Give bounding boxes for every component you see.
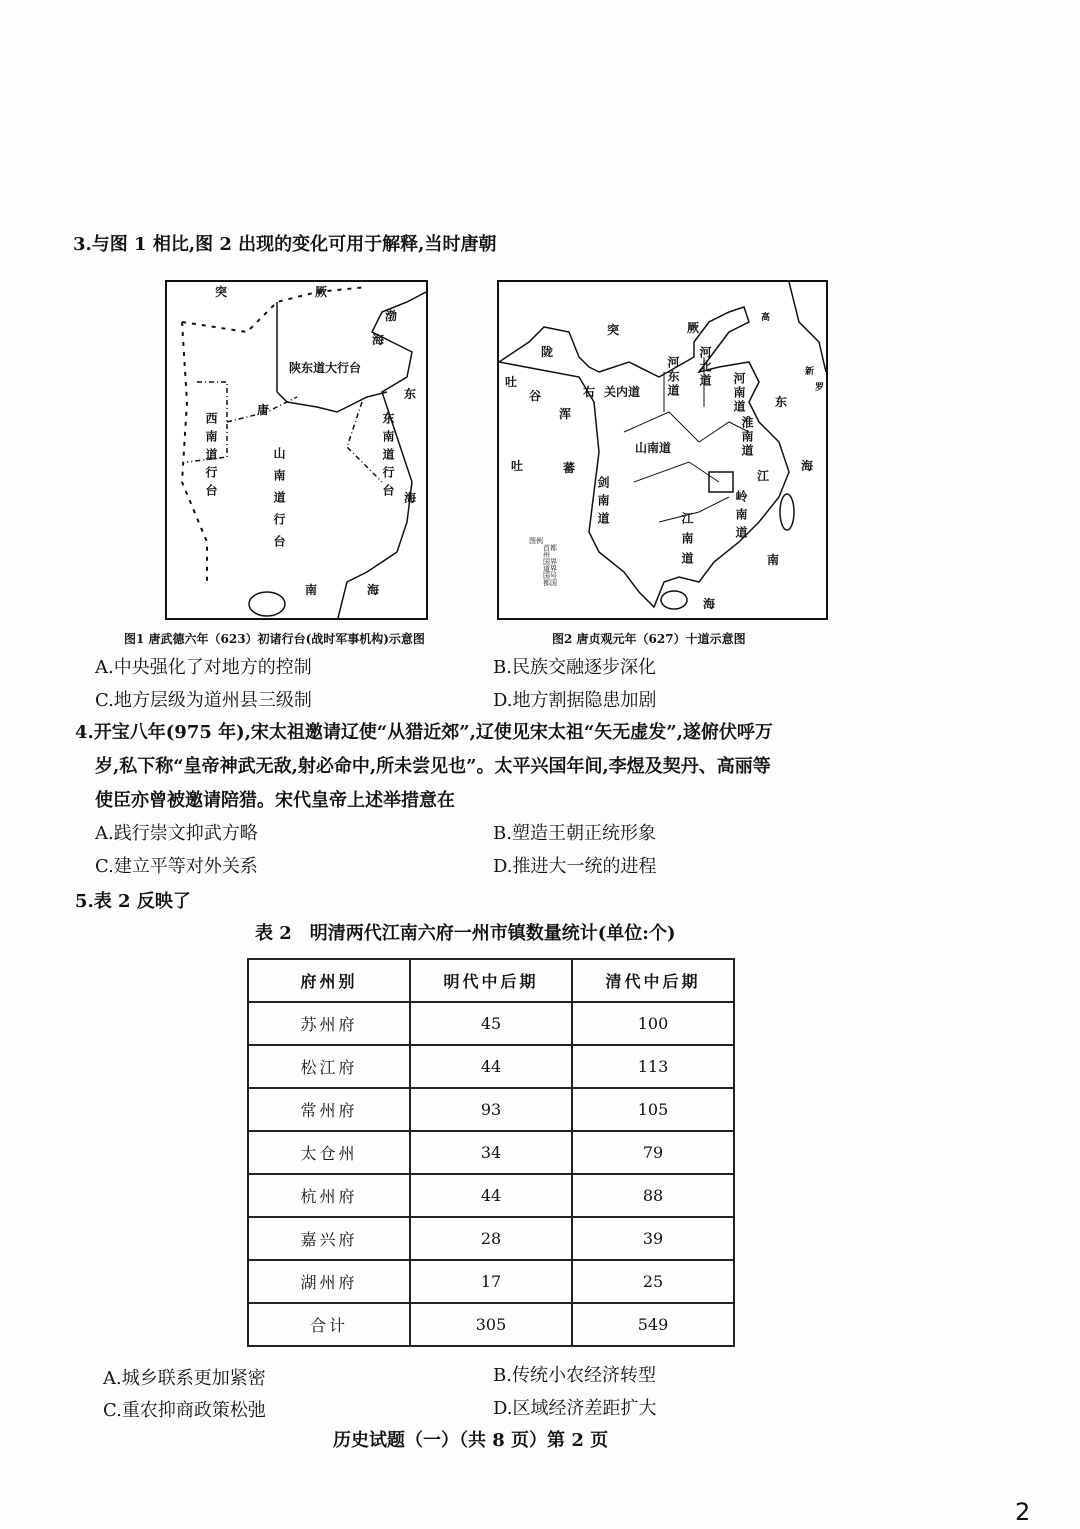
- question-4-line-3: 使臣亦曾被邀请陪猎。宋代皇帝上述举措意在: [95, 790, 455, 811]
- map-label: 高: [761, 313, 771, 323]
- map-label: 罗: [815, 383, 825, 393]
- cell: 28: [410, 1217, 572, 1260]
- page-footer: 历史试题（一）（共 8 页）第 2 页: [333, 1430, 609, 1451]
- map-label: 河北道: [698, 346, 712, 388]
- cell: 杭州府: [248, 1174, 410, 1217]
- map-label: 陇: [541, 345, 554, 359]
- map-label: 海: [367, 583, 380, 597]
- map-figure-2: [497, 280, 828, 620]
- table-row: [248, 1174, 734, 1217]
- map-label: 突: [607, 323, 620, 337]
- cell: 113: [572, 1045, 734, 1088]
- table-row: [248, 1002, 734, 1045]
- cell: 79: [572, 1131, 734, 1174]
- legend-item: 首都: [543, 544, 557, 552]
- map-label: 河东道: [666, 356, 680, 398]
- table-total-row: [248, 1303, 734, 1346]
- cell: 苏州府: [248, 1002, 410, 1045]
- map-label: 厥: [687, 321, 700, 335]
- map-label: 突: [215, 285, 228, 299]
- map-label: 淮南道: [740, 416, 754, 458]
- cell: 88: [572, 1174, 734, 1217]
- legend-item: 道界: [543, 565, 557, 573]
- map-2-caption: 图2 唐贞观元年（627）十道示意图: [552, 632, 746, 646]
- map-figure-1: [165, 280, 428, 620]
- q3-option-d[interactable]: D.地方割据隐患加剧: [493, 690, 657, 711]
- map-label: 厥: [315, 285, 328, 299]
- cell: 549: [572, 1303, 734, 1346]
- map-label: 新: [805, 367, 815, 377]
- map-1-caption: 图1 唐武德六年（623）初诸行台(战时军事机构)示意图: [124, 632, 425, 646]
- cell: 39: [572, 1217, 734, 1260]
- q5-option-b[interactable]: B.传统小农经济转型: [493, 1365, 656, 1386]
- cell: 常州府: [248, 1088, 410, 1131]
- q4-option-b[interactable]: B.塑造王朝正统形象: [493, 823, 656, 844]
- map-label: 渤: [385, 309, 398, 323]
- map-label: 河南道: [732, 372, 746, 414]
- map-label: 岭南道: [734, 490, 748, 544]
- map-label: 唐: [257, 403, 270, 417]
- map-label: 南: [305, 583, 318, 597]
- legend-title: 图例: [529, 537, 543, 545]
- map-label: 西南道行台: [204, 412, 218, 502]
- cell: 湖州府: [248, 1260, 410, 1303]
- header-cell: 府州别: [248, 959, 410, 1002]
- map-label: 吐: [505, 375, 518, 389]
- map-label: 海: [703, 597, 716, 611]
- map-label: 剑南道: [596, 476, 610, 530]
- map-label: 东: [404, 387, 417, 401]
- question-4-line-1: 4.开宝八年(975 年),宋太祖邀请辽使“从猎近郊”,辽使见宋太祖“矢无虚发”,遂俯伏呼万: [75, 722, 773, 743]
- map-label: 江: [757, 469, 770, 483]
- map-label: 谷: [529, 389, 542, 403]
- table-row: [248, 1088, 734, 1131]
- q3-option-b[interactable]: B.民族交融逐步深化: [493, 657, 656, 678]
- map-label: 东: [775, 395, 788, 409]
- map-legend: [529, 538, 557, 587]
- cell: 44: [410, 1045, 572, 1088]
- cell: 25: [572, 1260, 734, 1303]
- map-label: 关内道: [604, 385, 641, 399]
- map-label: 蕃: [563, 461, 576, 475]
- cell: 嘉兴府: [248, 1217, 410, 1260]
- q3-option-a[interactable]: A.中央强化了对地方的控制: [95, 657, 312, 678]
- map-label: 浑: [559, 407, 572, 421]
- legend-item: 国界: [543, 558, 557, 566]
- cell: 17: [410, 1260, 572, 1303]
- page-number: 2: [1015, 1498, 1031, 1526]
- cell: 松江府: [248, 1045, 410, 1088]
- table-row: [248, 1131, 734, 1174]
- legend-item: 国号: [543, 572, 557, 580]
- question-5-stem: 5.表 2 反映了: [75, 891, 191, 912]
- question-3-stem: 3.与图 1 相比,图 2 出现的变化可用于解释,当时唐朝: [73, 234, 497, 255]
- map-label: 海: [801, 459, 814, 473]
- q4-option-a[interactable]: A.践行崇文抑武方略: [95, 823, 258, 844]
- q3-option-c[interactable]: C.地方层级为道州县三级制: [95, 690, 312, 711]
- legend-item: 州: [543, 551, 550, 559]
- cell: 34: [410, 1131, 572, 1174]
- q4-option-c[interactable]: C.建立平等对外关系: [95, 856, 258, 877]
- cell: 93: [410, 1088, 572, 1131]
- cell: 合计: [248, 1303, 410, 1346]
- map-label: 山南道行台: [272, 447, 286, 557]
- town-count-table: [247, 958, 735, 1347]
- cell: 100: [572, 1002, 734, 1045]
- q5-option-a[interactable]: A.城乡联系更加紧密: [103, 1368, 266, 1389]
- map-label: 山南道: [635, 441, 672, 455]
- map-label: 陕东道大行台: [289, 361, 362, 375]
- map-label: 海: [372, 333, 385, 347]
- table-caption: 表 2 明清两代江南六府一州市镇数量统计(单位:个): [255, 923, 676, 944]
- cell: 305: [410, 1303, 572, 1346]
- table-row: [248, 1217, 734, 1260]
- map-label: 海: [404, 491, 417, 505]
- header-cell: 清代中后期: [572, 959, 734, 1002]
- map-label: 吐: [511, 459, 524, 473]
- map-label: 右: [583, 385, 596, 399]
- table-row: [248, 1260, 734, 1303]
- question-4-line-2: 岁,私下称“皇帝神武无敌,射必命中,所未尝见也”。太平兴国年间,李煜及契丹、高丽等: [95, 756, 771, 777]
- header-cell: 明代中后期: [410, 959, 572, 1002]
- map-label: 江南道: [680, 512, 694, 572]
- cell: 44: [410, 1174, 572, 1217]
- map-label: 东南道行台: [381, 412, 395, 502]
- table-row: [248, 1045, 734, 1088]
- table-header-row: [248, 959, 734, 1002]
- cell: 45: [410, 1002, 572, 1045]
- q5-option-d[interactable]: D.区域经济差距扩大: [493, 1398, 657, 1419]
- legend-item: 都国: [543, 579, 557, 587]
- cell: 太仓州: [248, 1131, 410, 1174]
- map-label: 南: [767, 553, 780, 567]
- cell: 105: [572, 1088, 734, 1131]
- q5-option-c[interactable]: C.重农抑商政策松弛: [103, 1400, 266, 1421]
- q4-option-d[interactable]: D.推进大一统的进程: [493, 856, 657, 877]
